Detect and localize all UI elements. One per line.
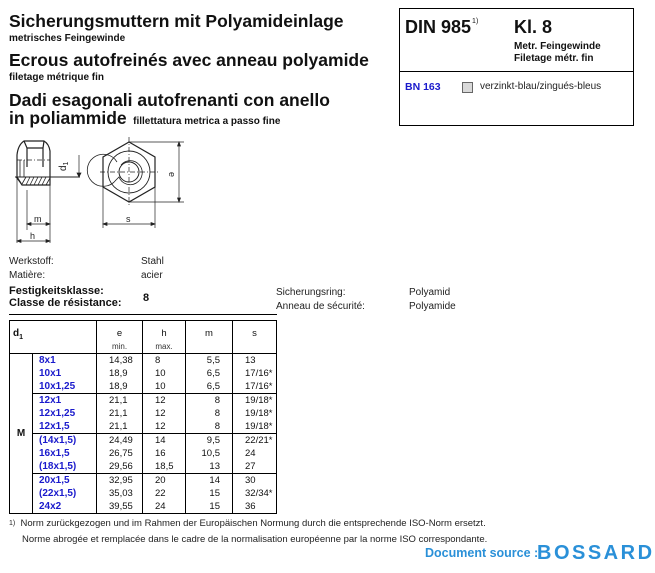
cell-e: 18,9 [97, 367, 143, 380]
cell-h: 8 [143, 354, 186, 368]
footnote-line-fr: Norme abrogée et remplacée dans le cadre de la normalisation européenne par la norme ISO correspondante. [22, 534, 488, 545]
ring-value-fr: Polyamide [409, 301, 456, 312]
document-source-label: Document source : [425, 546, 539, 560]
dim-label-h: h [30, 231, 36, 241]
cell-m: 8 [186, 420, 233, 434]
cell-size: 12x1,25 [33, 407, 97, 420]
cell-size: 10x1,25 [33, 380, 97, 394]
cell-h: 24 [143, 500, 186, 514]
table-row [10, 394, 277, 408]
cell-size: 24x2 [33, 500, 97, 514]
cell-s: 19/18* [233, 407, 277, 420]
material-value-de: Stahl [141, 256, 164, 267]
footnote [9, 516, 487, 548]
dim-label-m: m [34, 214, 42, 224]
thread-prefix-cell: M [10, 354, 33, 514]
class-label-fr: Classe de résistance: [9, 297, 122, 309]
table-row [10, 380, 277, 394]
subtitle-italian: fillettatura metrica a passo fine [133, 116, 281, 127]
box-divider [400, 71, 633, 72]
cell-s: 27 [233, 460, 277, 474]
cell-h: 12 [143, 394, 186, 408]
cell-e: 32,95 [97, 474, 143, 488]
strength-class: Kl. 8 [514, 17, 553, 37]
ring-label-fr: Anneau de sécurité: [276, 301, 365, 312]
din-number: DIN 985 [405, 17, 472, 37]
material-value-fr: acier [141, 270, 163, 281]
cell-e: 29,56 [97, 460, 143, 474]
cell-s: 13 [233, 354, 277, 368]
cell-h: 12 [143, 420, 186, 434]
cell-m: 13 [186, 460, 233, 474]
header-s: s [233, 321, 277, 354]
cell-size: (18x1,5) [33, 460, 97, 474]
cell-e: 21,1 [97, 407, 143, 420]
dim-label-d1: $d_1$ [58, 161, 70, 171]
cell-e: 35,03 [97, 487, 143, 500]
cell-size: 16x1,5 [33, 447, 97, 460]
cell-e: 18,9 [97, 380, 143, 394]
dim-label-e: e [167, 172, 177, 178]
cell-size: 12x1 [33, 394, 97, 408]
cell-m: 10,5 [186, 447, 233, 460]
table-row [10, 354, 277, 368]
table-row [10, 434, 277, 448]
cell-s: 32/34* [233, 487, 277, 500]
top-view-centerlines [100, 137, 160, 207]
subtitle-german: metrisches Feingewinde [9, 33, 126, 44]
cell-s: 17/16* [233, 380, 277, 394]
cell-h: 12 [143, 407, 186, 420]
cell-size: 10x1 [33, 367, 97, 380]
nut-technical-drawing [0, 135, 200, 250]
cell-m: 6,5 [186, 380, 233, 394]
cell-e: 39,55 [97, 500, 143, 514]
ring-value-de: Polyamid [409, 287, 451, 298]
cell-s: 17/16* [233, 367, 277, 380]
cell-size: (22x1,5) [33, 487, 97, 500]
cell-e: 21,1 [97, 394, 143, 408]
table-row [10, 487, 277, 500]
header-d1: $d_1$ [10, 321, 97, 354]
top-view-dimensions [103, 142, 184, 228]
cell-s: 30 [233, 474, 277, 488]
cell-e: 24,49 [97, 434, 143, 448]
bossard-logo: BOSSARD [537, 542, 655, 564]
cell-e: 21,1 [97, 420, 143, 434]
cell-h: 16 [143, 447, 186, 460]
cell-m: 8 [186, 407, 233, 420]
finish-label: verzinkt-blau/zingués-bleus [480, 81, 602, 92]
dimension-table [9, 320, 277, 514]
header-h: h max. [143, 321, 186, 354]
class-label-de: Festigkeitsklasse: [9, 285, 104, 297]
table-row [10, 460, 277, 474]
cell-m: 15 [186, 500, 233, 514]
footnote-marker: 1) [9, 520, 16, 527]
cell-m: 5,5 [186, 354, 233, 368]
table-row [10, 407, 277, 420]
table-row [10, 367, 277, 380]
cell-s: 19/18* [233, 394, 277, 408]
cell-s: 22/21* [233, 434, 277, 448]
din-standard [405, 17, 478, 38]
cell-h: 10 [143, 367, 186, 380]
cell-h: 20 [143, 474, 186, 488]
polyamide-hatch [16, 177, 50, 185]
table-row [10, 474, 277, 488]
title-italian-line1: Dadi esagonali autofrenanti con anello [9, 90, 330, 110]
bn-number: BN 163 [405, 81, 441, 93]
cell-m: 15 [186, 487, 233, 500]
cell-size: 20x1,5 [33, 474, 97, 488]
cell-m: 8 [186, 394, 233, 408]
cell-size: 12x1,5 [33, 420, 97, 434]
table-row [10, 447, 277, 460]
footnote-line-de: $^{1)}$ Norm zurückgezogen und im Rahmen der Europäischen Normung durch die entsprechende ISO-Norm ersetzt. [9, 518, 486, 529]
cell-h: 18,5 [143, 460, 186, 474]
din-footnote-marker: 1) [472, 18, 479, 25]
cell-h: 10 [143, 380, 186, 394]
cell-m: 6,5 [186, 367, 233, 380]
cell-size: 8x1 [33, 354, 97, 368]
section-divider [9, 314, 277, 315]
cell-e: 14,38 [97, 354, 143, 368]
cell-s: 24 [233, 447, 277, 460]
cell-m: 14 [186, 474, 233, 488]
cell-s: 36 [233, 500, 277, 514]
dim-label-s: s [126, 214, 131, 224]
table-header-row [10, 321, 277, 354]
class-value: 8 [143, 292, 150, 304]
cell-e: 26,75 [97, 447, 143, 460]
title-french: Ecrous autofreinés avec anneau polyamide [9, 50, 369, 70]
header-m: m [186, 321, 233, 354]
cell-h: 22 [143, 487, 186, 500]
cell-size: (14x1,5) [33, 434, 97, 448]
subtitle-french: filetage métrique fin [9, 72, 105, 83]
cell-s: 19/18* [233, 420, 277, 434]
ring-label-de: Sicherungsring: [276, 287, 346, 298]
dimension-lines [17, 155, 81, 243]
material-label-de: Werkstoff: [9, 256, 54, 267]
cell-m: 9,5 [186, 434, 233, 448]
finish-checkbox[interactable] [462, 82, 473, 93]
material-label-fr: Matière: [9, 270, 46, 281]
title-italian-line2: in poliammide [9, 108, 127, 128]
title-german: Sicherungsmuttern mit Polyamideinlage [9, 11, 344, 31]
table-row [10, 420, 277, 434]
cell-h: 14 [143, 434, 186, 448]
table-row [10, 500, 277, 514]
header-e: e min. [97, 321, 143, 354]
title-italian-line2-row [9, 108, 280, 129]
thread-type-french: Filetage métr. fin [514, 53, 594, 64]
spec-box [399, 8, 634, 126]
thread-type-german: Metr. Feingewinde [514, 41, 601, 52]
